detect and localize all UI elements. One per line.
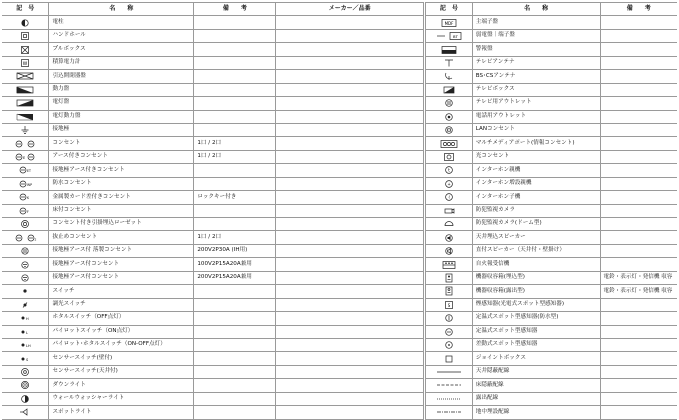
right-note-cell — [600, 123, 677, 136]
right-row-tv-box — [426, 83, 678, 96]
mdf-icon — [426, 16, 473, 29]
right-note-cell — [600, 110, 677, 123]
left-maker-cell — [276, 137, 424, 150]
spotlight-icon — [2, 406, 49, 419]
right-name-cell: 煙感知器(光電式スポット型感知器) — [472, 298, 600, 311]
right-row-fixed-heat — [426, 325, 678, 338]
header-name: 名 称 — [472, 3, 600, 16]
right-note-cell: 電鈴・表示灯・発信機 収容 — [600, 285, 677, 298]
right-name-cell: 天井隠蔽配線 — [472, 365, 600, 378]
right-name-cell: インターホン増設親機 — [472, 177, 600, 190]
left-maker-cell — [276, 271, 424, 284]
tv-antenna-icon — [426, 56, 473, 69]
right-note-cell — [600, 406, 677, 419]
left-maker-cell — [276, 191, 424, 204]
header-note: 備 考 — [600, 3, 677, 16]
svg-text:WP: WP — [27, 182, 33, 187]
right-name-cell: テレビボックス — [472, 83, 600, 96]
left-note-cell — [194, 29, 276, 42]
wh-meter-icon — [2, 56, 49, 69]
ground-icon — [2, 123, 49, 136]
left-maker-cell — [276, 83, 424, 96]
left-name-cell: 接地極アース付コンセント — [49, 258, 194, 271]
left-maker-cell — [276, 177, 424, 190]
left-name-cell: 抜止めコンセント — [49, 231, 194, 244]
rate-heat-icon — [426, 338, 473, 351]
left-maker-cell — [276, 312, 424, 325]
tamper-outlet-icon — [2, 231, 49, 244]
right-name-cell: ジョイントボックス — [472, 352, 600, 365]
right-row-exposed-wiring-line — [426, 392, 678, 405]
phone-outlet-icon — [426, 110, 473, 123]
right-note-cell — [600, 177, 677, 190]
right-name-cell: 直付スピーカー（天井付・壁掛け） — [472, 244, 600, 257]
lighting-panel-icon — [2, 97, 49, 110]
right-name-cell: BS･CSアンテナ — [472, 70, 600, 83]
right-name-cell: 定温式スポット型感知器(防水型) — [472, 312, 600, 325]
right-row-floor-wiring-line — [426, 379, 678, 392]
switch-icon — [2, 285, 49, 298]
left-row-hotel-switch — [2, 312, 424, 325]
symbol-label: BT — [452, 33, 458, 39]
terminal-board-icon — [426, 29, 473, 42]
left-row-grounding-outlet — [2, 258, 424, 271]
right-row-heat-detector — [426, 298, 678, 311]
left-note-cell — [194, 406, 276, 419]
right-note-cell — [600, 298, 677, 311]
left-row-earth-outlet — [2, 150, 424, 163]
right-note-cell — [600, 325, 677, 338]
left-maker-cell — [276, 97, 424, 110]
svg-text:F: F — [27, 209, 30, 214]
right-row-mdf — [426, 16, 678, 29]
left-row-downlight — [2, 379, 424, 392]
metal-plate-outlet-icon — [2, 191, 49, 204]
left-legend-table — [2, 2, 424, 420]
right-note-cell — [600, 70, 677, 83]
left-maker-cell — [276, 204, 424, 217]
right-name-cell: 機器収容箱(露出型) — [472, 285, 600, 298]
left-row-crossed-box — [2, 43, 424, 56]
left-maker-cell — [276, 110, 424, 123]
sensor-switch-icon — [2, 352, 49, 365]
left-maker-cell — [276, 218, 424, 231]
left-note-cell — [194, 56, 276, 69]
right-row-ceiling-speaker — [426, 231, 678, 244]
left-note-cell — [194, 338, 276, 351]
left-note-cell: 200V2P30A (IH用) — [194, 244, 276, 257]
left-name-cell: パイロットスイッチ（ON点灯） — [49, 325, 194, 338]
left-name-cell: ウォールウォッシャーライト — [49, 392, 194, 405]
heat-detector-icon — [426, 298, 473, 311]
left-row-waterproof-outlet — [2, 177, 424, 190]
right-row-ceiling-wiring-line — [426, 365, 678, 378]
optical-outlet-icon — [426, 150, 473, 163]
right-note-cell — [600, 137, 677, 150]
right-row-joint-box — [426, 352, 678, 365]
left-row-lighting-power-panel — [2, 110, 424, 123]
left-name-cell: スポットライト — [49, 406, 194, 419]
left-name-cell: 積算電力計 — [49, 56, 194, 69]
left-note-cell — [194, 218, 276, 231]
left-maker-cell — [276, 338, 424, 351]
left-maker-cell — [276, 16, 424, 29]
switch-panel-icon — [2, 70, 49, 83]
left-row-ceiling-rosette — [2, 218, 424, 231]
left-row-ground-earth-outlet — [2, 164, 424, 177]
right-row-fixed-heat-waterproof — [426, 312, 678, 325]
right-row-tv-outlet — [426, 97, 678, 110]
right-note-cell — [600, 97, 677, 110]
left-row-spotlight — [2, 406, 424, 419]
left-name-cell: 床付コンセント — [49, 204, 194, 217]
left-note-cell: 1口 / 2口 — [194, 137, 276, 150]
right-row-dome-camera — [426, 218, 678, 231]
left-note-cell — [194, 16, 276, 29]
grounding-outlet-icon — [2, 271, 49, 284]
left-name-cell: コンセント付き引掛埋込ローゼット — [49, 218, 194, 231]
left-row-tamper-outlet — [2, 231, 424, 244]
left-note-cell — [194, 325, 276, 338]
left-note-cell — [194, 110, 276, 123]
left-name-cell: コンセント — [49, 137, 194, 150]
right-name-cell: 電話用アウトレット — [472, 110, 600, 123]
left-note-cell — [194, 43, 276, 56]
right-row-direct-speaker — [426, 244, 678, 257]
svg-text:K: K — [27, 196, 30, 201]
right-note-cell: 電鈴・表示灯・発信機 収容 — [600, 271, 677, 284]
right-name-cell: インターホン子機 — [472, 191, 600, 204]
left-maker-cell — [276, 285, 424, 298]
right-row-tv-antenna — [426, 56, 678, 69]
svg-text:+: + — [447, 181, 451, 187]
left-name-cell: 金属製カード差付きコンセント — [49, 191, 194, 204]
right-note-cell — [600, 218, 677, 231]
lan-outlet-icon — [426, 123, 473, 136]
right-row-intercom-master — [426, 164, 678, 177]
left-row-metal-plate-outlet — [2, 191, 424, 204]
left-row-ceiling-sensor — [2, 365, 424, 378]
sensor-receiver-exposed-icon — [426, 285, 473, 298]
left-maker-cell — [276, 298, 424, 311]
right-note-cell — [600, 56, 677, 69]
left-name-cell: 電灯盤 — [49, 97, 194, 110]
left-note-cell: ロックキー付き — [194, 191, 276, 204]
auto-alarm-receiver-icon — [426, 258, 473, 271]
floor-outlet-icon — [2, 204, 49, 217]
right-legend-table — [425, 2, 677, 420]
svg-text:H: H — [26, 317, 29, 322]
floor-wiring-line-icon — [426, 379, 473, 392]
left-row-switch — [2, 285, 424, 298]
header-symbol: 記 号 — [2, 3, 49, 16]
symbol-label: MDF — [444, 20, 454, 26]
header-note: 備 考 — [194, 3, 276, 16]
left-name-cell: 動力盤 — [49, 83, 194, 96]
svg-text:2: 2 — [34, 237, 37, 242]
left-row-dimmer-switch — [2, 298, 424, 311]
square-box-icon — [2, 29, 49, 42]
fixed-heat-icon — [426, 325, 473, 338]
right-note-cell — [600, 352, 677, 365]
tv-outlet-icon — [426, 97, 473, 110]
left-name-cell: 接地極アース付コンセント — [49, 271, 194, 284]
right-row-bs-antenna — [426, 70, 678, 83]
left-note-cell — [194, 177, 276, 190]
left-name-cell: スイッチ — [49, 285, 194, 298]
left-maker-cell — [276, 244, 424, 257]
right-row-terminal-board — [426, 29, 678, 42]
left-maker-cell — [276, 406, 424, 419]
ceiling-wiring-line-icon — [426, 365, 473, 378]
left-maker-cell — [276, 352, 424, 365]
pilot-hotel-switch-icon — [2, 338, 49, 351]
svg-text:L: L — [26, 330, 29, 335]
svg-text:ｲ: ｲ — [447, 195, 450, 201]
left-note-cell: 1口 / 2口 — [194, 150, 276, 163]
left-name-cell: 防水コンセント — [49, 177, 194, 190]
right-name-cell: 天井埋込スピーカー — [472, 231, 600, 244]
right-note-cell — [600, 338, 677, 351]
left-row-floor-outlet — [2, 204, 424, 217]
left-row-pilot-switch — [2, 325, 424, 338]
left-row-wh-meter — [2, 56, 424, 69]
right-row-underground-wiring-line — [426, 406, 678, 419]
right-row-intercom-sub — [426, 191, 678, 204]
right-note-cell — [600, 244, 677, 257]
right-row-intercom-extension — [426, 177, 678, 190]
header-name: 名 称 — [49, 3, 194, 16]
svg-text:t: t — [448, 168, 450, 174]
left-row-pilot-hotel-switch — [2, 338, 424, 351]
bs-antenna-icon — [426, 70, 473, 83]
left-note-cell — [194, 164, 276, 177]
right-name-cell: 機器収容箱(埋込型) — [472, 271, 600, 284]
left-name-cell: 接地極アース付きコンセント — [49, 164, 194, 177]
right-note-cell — [600, 312, 677, 325]
right-name-cell: 定温式スポット型感知器 — [472, 325, 600, 338]
grounding-outlet-200v-icon — [2, 244, 49, 257]
svg-text:E: E — [23, 156, 26, 161]
left-note-cell — [194, 83, 276, 96]
right-row-multimedia-port — [426, 137, 678, 150]
hotel-switch-icon — [2, 312, 49, 325]
left-maker-cell — [276, 325, 424, 338]
right-note-cell — [600, 29, 677, 42]
svg-text:S: S — [447, 302, 451, 308]
intercom-master-icon — [426, 164, 473, 177]
wall-washer-icon — [2, 392, 49, 405]
right-name-cell: 防犯監視カメラ — [472, 204, 600, 217]
right-note-cell — [600, 191, 677, 204]
left-row-grounding-outlet — [2, 271, 424, 284]
left-name-cell: ダウンライト — [49, 379, 194, 392]
left-note-cell — [194, 70, 276, 83]
right-name-cell: 警報盤 — [472, 43, 600, 56]
right-name-cell: 主端子盤 — [472, 16, 600, 29]
right-row-rate-heat — [426, 338, 678, 351]
left-note-cell — [194, 352, 276, 365]
left-row-wall-washer — [2, 392, 424, 405]
left-name-cell: アース付きコンセント — [49, 150, 194, 163]
left-maker-cell — [276, 231, 424, 244]
sensor-receiver-icon — [426, 271, 473, 284]
intercom-extension-icon — [426, 177, 473, 190]
grounding-outlet-icon — [2, 258, 49, 271]
left-maker-cell — [276, 392, 424, 405]
right-name-cell: マルチメディアポート(情報コンセント) — [472, 137, 600, 150]
right-note-cell — [600, 231, 677, 244]
right-row-phone-outlet — [426, 110, 678, 123]
left-name-cell: 電灯動力盤 — [49, 110, 194, 123]
multimedia-port-icon — [426, 137, 473, 150]
left-name-cell: 接地極アース付 落製コンセント — [49, 244, 194, 257]
left-row-half-circle — [2, 16, 424, 29]
svg-text:LH: LH — [26, 344, 31, 349]
right-note-cell — [600, 150, 677, 163]
right-name-cell: 弱電盤｜端子盤 — [472, 29, 600, 42]
ceiling-rosette-icon — [2, 218, 49, 231]
left-note-cell — [194, 97, 276, 110]
header-maker: メーカー／品番 — [276, 3, 424, 16]
right-name-cell: 地中埋設配線 — [472, 406, 600, 419]
left-note-cell: 200V2P15A20A兼用 — [194, 271, 276, 284]
left-note-cell — [194, 204, 276, 217]
right-row-alarm-panel — [426, 43, 678, 56]
right-row-security-camera — [426, 204, 678, 217]
right-name-cell: インターホン親機 — [472, 164, 600, 177]
right-row-sensor-receiver — [426, 271, 678, 284]
left-name-cell: ハンドホール — [49, 29, 194, 42]
right-row-sensor-receiver-exposed — [426, 285, 678, 298]
left-name-cell: パイロット･ホタルスイッチ（ON-OFF点灯） — [49, 338, 194, 351]
right-name-cell: 防犯監視カメラ(ドーム型) — [472, 218, 600, 231]
left-name-cell: ホタルスイッチ（OFF点灯） — [49, 312, 194, 325]
security-camera-icon — [426, 204, 473, 217]
right-note-cell — [600, 43, 677, 56]
earth-outlet-icon — [2, 150, 49, 163]
svg-text:S: S — [26, 357, 29, 362]
right-note-cell — [600, 204, 677, 217]
right-note-cell — [600, 164, 677, 177]
crossed-box-icon — [2, 43, 49, 56]
left-row-outlet — [2, 137, 424, 150]
left-maker-cell — [276, 365, 424, 378]
right-row-auto-alarm-receiver — [426, 258, 678, 271]
intercom-sub-icon — [426, 191, 473, 204]
left-maker-cell — [276, 56, 424, 69]
right-name-cell: LANコンセント — [472, 123, 600, 136]
ceiling-speaker-icon — [426, 231, 473, 244]
right-note-cell — [600, 16, 677, 29]
ceiling-sensor-icon — [2, 365, 49, 378]
left-note-cell — [194, 365, 276, 378]
half-circle-icon — [2, 16, 49, 29]
left-name-cell: 調光スイッチ — [49, 298, 194, 311]
left-maker-cell — [276, 379, 424, 392]
left-note-cell — [194, 285, 276, 298]
right-note-cell — [600, 392, 677, 405]
right-header-row — [426, 3, 678, 16]
ground-earth-outlet-icon — [2, 164, 49, 177]
outlet-icon — [2, 137, 49, 150]
left-name-cell: プルボックス — [49, 43, 194, 56]
left-name-cell: センサースイッチ(天井付) — [49, 365, 194, 378]
right-name-cell: テレビアンテナ — [472, 56, 600, 69]
right-note-cell — [600, 365, 677, 378]
right-name-cell: 光コンセント — [472, 150, 600, 163]
right-row-lan-outlet — [426, 123, 678, 136]
waterproof-outlet-icon — [2, 177, 49, 190]
left-maker-cell — [276, 43, 424, 56]
left-row-lighting-panel — [2, 97, 424, 110]
left-note-cell — [194, 123, 276, 136]
header-symbol: 記 号 — [426, 3, 473, 16]
left-row-power-panel — [2, 83, 424, 96]
right-name-cell: 自火報受信機 — [472, 258, 600, 271]
lighting-power-panel-icon — [2, 110, 49, 123]
svg-text:W: W — [22, 61, 28, 67]
left-maker-cell — [276, 258, 424, 271]
underground-wiring-line-icon — [426, 406, 473, 419]
fixed-heat-waterproof-icon — [426, 312, 473, 325]
right-name-cell: テレビ用アウトレット — [472, 97, 600, 110]
left-note-cell — [194, 392, 276, 405]
left-row-ground — [2, 123, 424, 136]
direct-speaker-icon — [426, 244, 473, 257]
left-note-cell — [194, 312, 276, 325]
left-maker-cell — [276, 123, 424, 136]
left-name-cell: 接地極 — [49, 123, 194, 136]
right-name-cell: 露出配線 — [472, 392, 600, 405]
power-panel-icon — [2, 83, 49, 96]
left-maker-cell — [276, 164, 424, 177]
left-row-sensor-switch — [2, 352, 424, 365]
right-name-cell: 差動式スポット型感知器 — [472, 338, 600, 351]
left-row-square-box — [2, 29, 424, 42]
alarm-panel-icon — [426, 43, 473, 56]
left-header-row — [2, 3, 424, 16]
left-note-cell — [194, 298, 276, 311]
right-note-cell — [600, 258, 677, 271]
left-name-cell: センサースイッチ(壁付) — [49, 352, 194, 365]
right-name-cell: 床隠蔽配線 — [472, 379, 600, 392]
downlight-icon — [2, 379, 49, 392]
joint-box-icon — [426, 352, 473, 365]
right-note-cell — [600, 83, 677, 96]
exposed-wiring-line-icon — [426, 392, 473, 405]
right-note-cell — [600, 379, 677, 392]
left-maker-cell — [276, 29, 424, 42]
left-row-grounding-outlet-200v — [2, 244, 424, 257]
svg-text:ET: ET — [27, 169, 32, 174]
left-row-switch-panel — [2, 70, 424, 83]
left-name-cell: 電柱 — [49, 16, 194, 29]
pilot-switch-icon — [2, 325, 49, 338]
left-maker-cell — [276, 150, 424, 163]
right-row-optical-outlet — [426, 150, 678, 163]
left-note-cell: 1口 / 2口 — [194, 231, 276, 244]
left-note-cell — [194, 379, 276, 392]
left-note-cell: 100V2P15A20A兼用 — [194, 258, 276, 271]
dome-camera-icon — [426, 218, 473, 231]
left-name-cell: 引込開閉器盤 — [49, 70, 194, 83]
tv-box-icon — [426, 83, 473, 96]
left-maker-cell — [276, 70, 424, 83]
dimmer-switch-icon — [2, 298, 49, 311]
